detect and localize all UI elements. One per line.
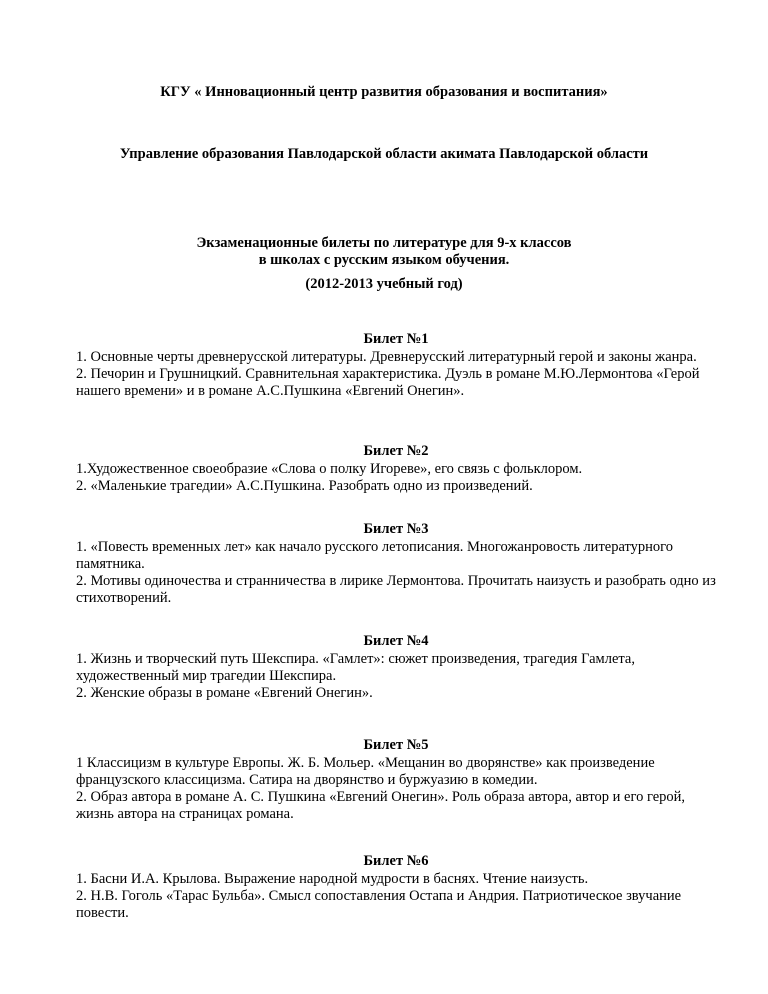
ticket-3	[76, 521, 716, 607]
ticket-2	[76, 443, 716, 495]
ticket-question: 1. Основные черты древнерусской литературы. Древнерусский литературный герой и законы жанра.	[76, 349, 697, 365]
ticket-question: 1. Жизнь и творческий путь Шекспира. «Гамлет»: сюжет произведения, трагедия Гамлета, художественный мир трагедии Шекспира.	[76, 651, 635, 684]
ticket-question: 1. «Повесть временных лет» как начало русского летописания. Многожанровость литературного памятника.	[76, 539, 674, 572]
ticket-question: 1 Классицизм в культуре Европы. Ж. Б. Мольер. «Мещанин во дворянстве» как произведение французского классицизма. Сатира на дворянство и буржуазию в комедии.	[76, 755, 655, 788]
ticket-question: 2. Н.В. Гоголь «Тарас Бульба». Смысл сопоставления Остапа и Андрия. Патриотическое звучание повести.	[76, 888, 682, 921]
document-title-line-2: в школах с русским языком обучения.	[258, 252, 510, 268]
ticket-title: Билет №2	[363, 443, 429, 459]
ticket-4	[76, 633, 716, 702]
ticket-1	[76, 331, 716, 400]
ticket-question: 2. «Маленькие трагедии» А.С.Пушкина. Разобрать одно из произведений.	[76, 478, 533, 494]
document-title-line-1: Экзаменационные билеты по литературе для 9-х классов	[196, 235, 572, 251]
ticket-question: 2. Мотивы одиночества и странничества в лирике Лермонтова. Прочитать наизусть и разобрать одно из стихотворений.	[76, 573, 716, 606]
ticket-5	[76, 737, 716, 823]
ticket-question: 2. Печорин и Грушницкий. Сравнительная характеристика. Дуэль в романе М.Ю.Лермонтова «Герой нашего времени» и в романе А.С.Пушкина «Евгений Онегин».	[76, 366, 700, 399]
organization-name: КГУ « Инновационный центр развития образования и воспитания»	[160, 84, 608, 100]
ticket-title: Билет №1	[363, 331, 429, 347]
ticket-question: 2. Женские образы в романе «Евгений Онегин».	[76, 685, 373, 701]
academic-year: (2012-2013 учебный год)	[305, 276, 463, 292]
department-name: Управление образования Павлодарской области акимата Павлодарской области	[119, 146, 649, 162]
ticket-question: 1. Басни И.А. Крылова. Выражение народной мудрости в баснях. Чтение наизусть.	[76, 871, 589, 887]
ticket-title: Билет №5	[363, 737, 429, 753]
ticket-question: 2. Образ автора в романе А. С. Пушкина «Евгений Онегин». Роль образа автора, автор и его герой, жизнь автора на страницах романа.	[76, 789, 686, 822]
ticket-question: 1.Художественное своеобразие «Слова о полку Игореве», его связь с фольклором.	[76, 461, 583, 477]
ticket-6	[76, 853, 716, 922]
ticket-title: Билет №4	[363, 633, 429, 649]
ticket-title: Билет №6	[363, 853, 429, 869]
ticket-title: Билет №3	[363, 521, 429, 537]
